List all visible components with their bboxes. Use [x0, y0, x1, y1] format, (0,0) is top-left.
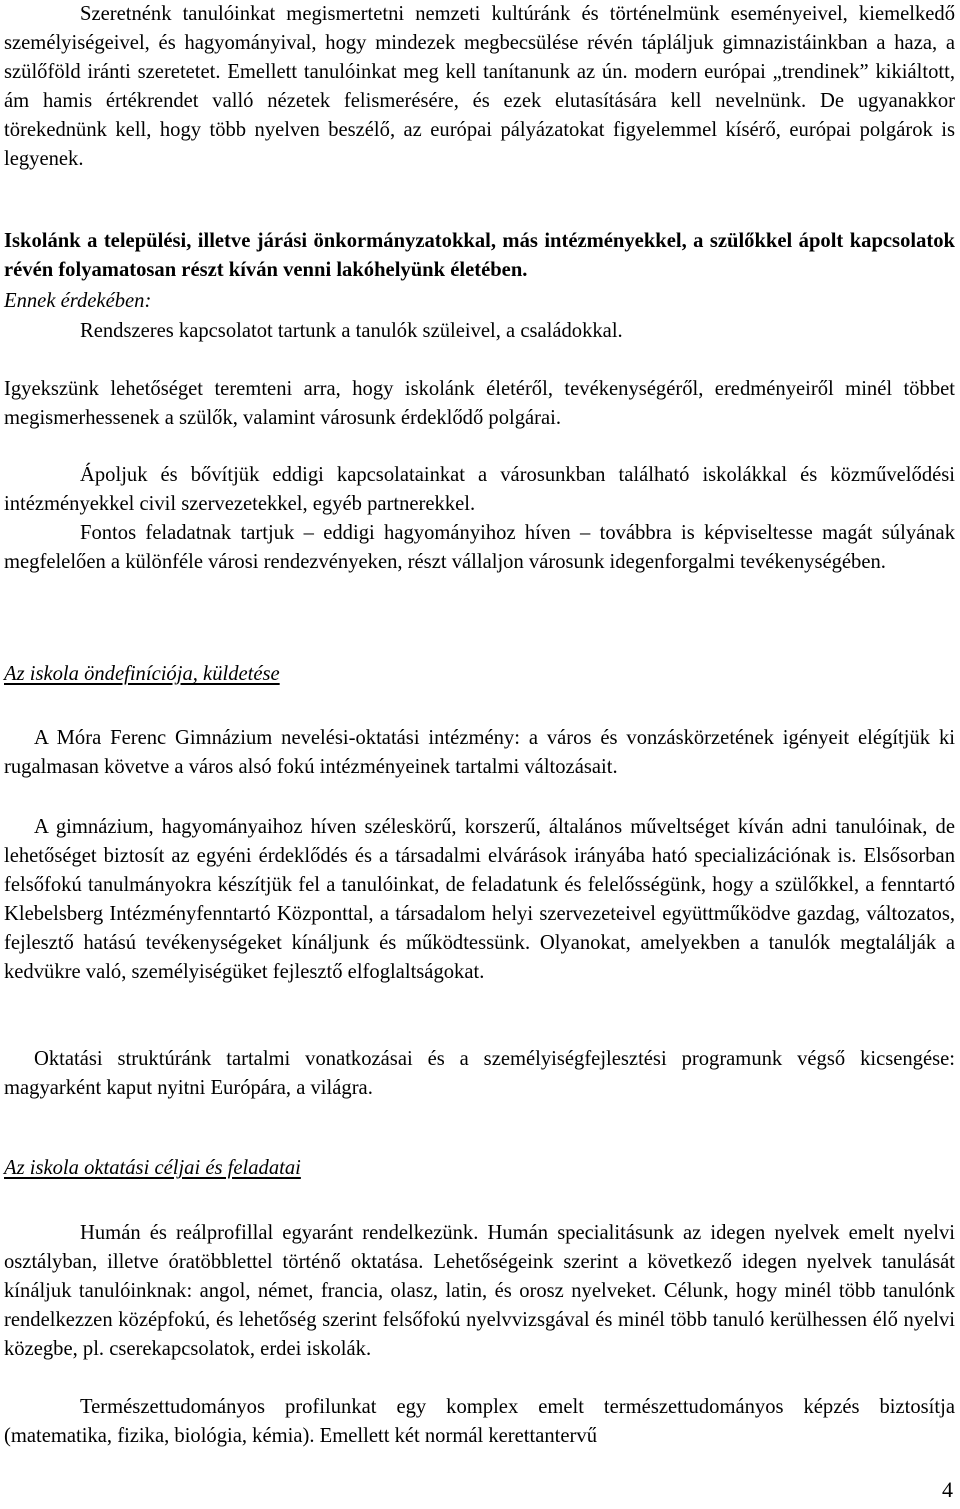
mission-paragraph-3: Oktatási struktúránk tartalmi vonatkozásai és a személyiségfejlesztési programunk végső kicsengése: magyarként kaput nyitni Európára, a világra. [4, 1048, 955, 1099]
city-events-paragraph: Fontos feladatnak tartjuk – eddigi hagyományihoz híven – továbbra is képviseltesse magát súlyának megfelelően a különféle városi rendezvényeken, részt vállaljon városunk idegenforgalmi tevékenységében. [4, 522, 955, 573]
community-relations-paragraph: Iskolánk a települési, illetve járási önkormányzatokkal, más intézményekkel, a szülőkkel ápolt kapcsolatok révén folyamatosan részt kíván venni lakóhelyünk életében. [4, 230, 955, 281]
school-life-paragraph: Igyekszünk lehetőséget teremteni arra, hogy iskolánk életéről, tevékenységéről, eredményeiről minél többet megismerhessenek a szülők, valamint városunk érdeklődő polgárai. [4, 378, 955, 429]
page-number: 4 [942, 1477, 953, 1502]
goals-paragraph-1: Humán és reálprofillal egyaránt rendelkezünk. Humán specialitásunk az idegen nyelvek emelt nyelvi osztályban, illetve óratöbblettel történő oktatása. Lehetőségeink szerint a következő idegen nyelvek tanulását kínáljuk tanulóinknak: angol, német, francia, olasz, latin, és orosz nyelveket. Célunk, hogy minél több tanulónk rendelkezzen középfokú, és lehetőség szerint felsőfokú nyelvvizsgával és minél több tanuló kerülhessen élő nyelvi közegbe, pl. cserekapcsolatok, erdei iskolák. [4, 1222, 955, 1360]
intro-paragraph: Szeretnénk tanulóinkat megismertetni nemzeti kultúránk és történelmünk eseményeivel, kiemelkedő személyiségeivel, és hagyományival, hogy mindezek megbecsülése révén tápláljuk gimnazistáinkban a haza, a szülőföld iránti szeretetet. Emellett tanulóinkat meg kell tanítanunk az ún. modern európai „trendinek” kikiáltott, ám hamis értékrendet valló nézetek felismerésére, és ezek elutasítására kell nevelnünk. De ugyanakkor törekednünk kell, hogy több nyelven beszélő, az európai pályázatokat figyelemmel kísérő, európai polgárok is legyenek. [4, 3, 955, 170]
mission-paragraph-2: A gimnázium, hagyományaihoz híven széleskörű, korszerű, általános műveltséget kíván adni tanulóinak, de lehetőséget biztosít az egyéni érdeklődés és a társadalmi elvárások irányába ható specializációnak is. Elsősorban felsőfokú tanulmányokra készítjük fel a tanulóinkat, de feladatunk és felelősségünk, hogy a szülőkkel, a fenntartó Klebelsberg Intézményfenntartó Központtal, a társadalom helyi szervezeteivel együttműködve gazdag, változatos, fejlesztő hatású tevékenységeket kínáljunk és működtessünk. Olyanokat, amelyekben a tanulók megtalálják a kedvükre való, személyiségüket fejlesztő elfoglaltságokat. [4, 816, 955, 983]
ennek-erdekeben-label: Ennek érdekében: [4, 290, 152, 312]
parents-contact-paragraph: Rendszeres kapcsolatot tartunk a tanulók szüleivel, a családokkal. [80, 320, 623, 342]
section-heading-goals: Az iskola oktatási céljai és feladatai [4, 1157, 301, 1179]
partnerships-paragraph: Ápoljuk és bővítjük eddigi kapcsolatainkat a városunkban található iskolákkal és közművelődési intézményekkel civil szervezetekkel, egyéb partnerekkel. [4, 464, 955, 515]
section-heading-mission: Az iskola öndefiníciója, küldetése [4, 663, 280, 685]
mission-paragraph-1: A Móra Ferenc Gimnázium nevelési-oktatási intézmény: a város és vonzáskörzetének igényeit elégítjük ki rugalmasan követve a város alsó fokú intézményeinek tartalmi változásait. [4, 727, 955, 778]
goals-paragraph-2: Természettudományos profilunkat egy komplex emelt természettudományos képzés biztosítja (matematika, fizika, biológia, kémia). Emellett két normál kerettantervű [4, 1396, 955, 1447]
